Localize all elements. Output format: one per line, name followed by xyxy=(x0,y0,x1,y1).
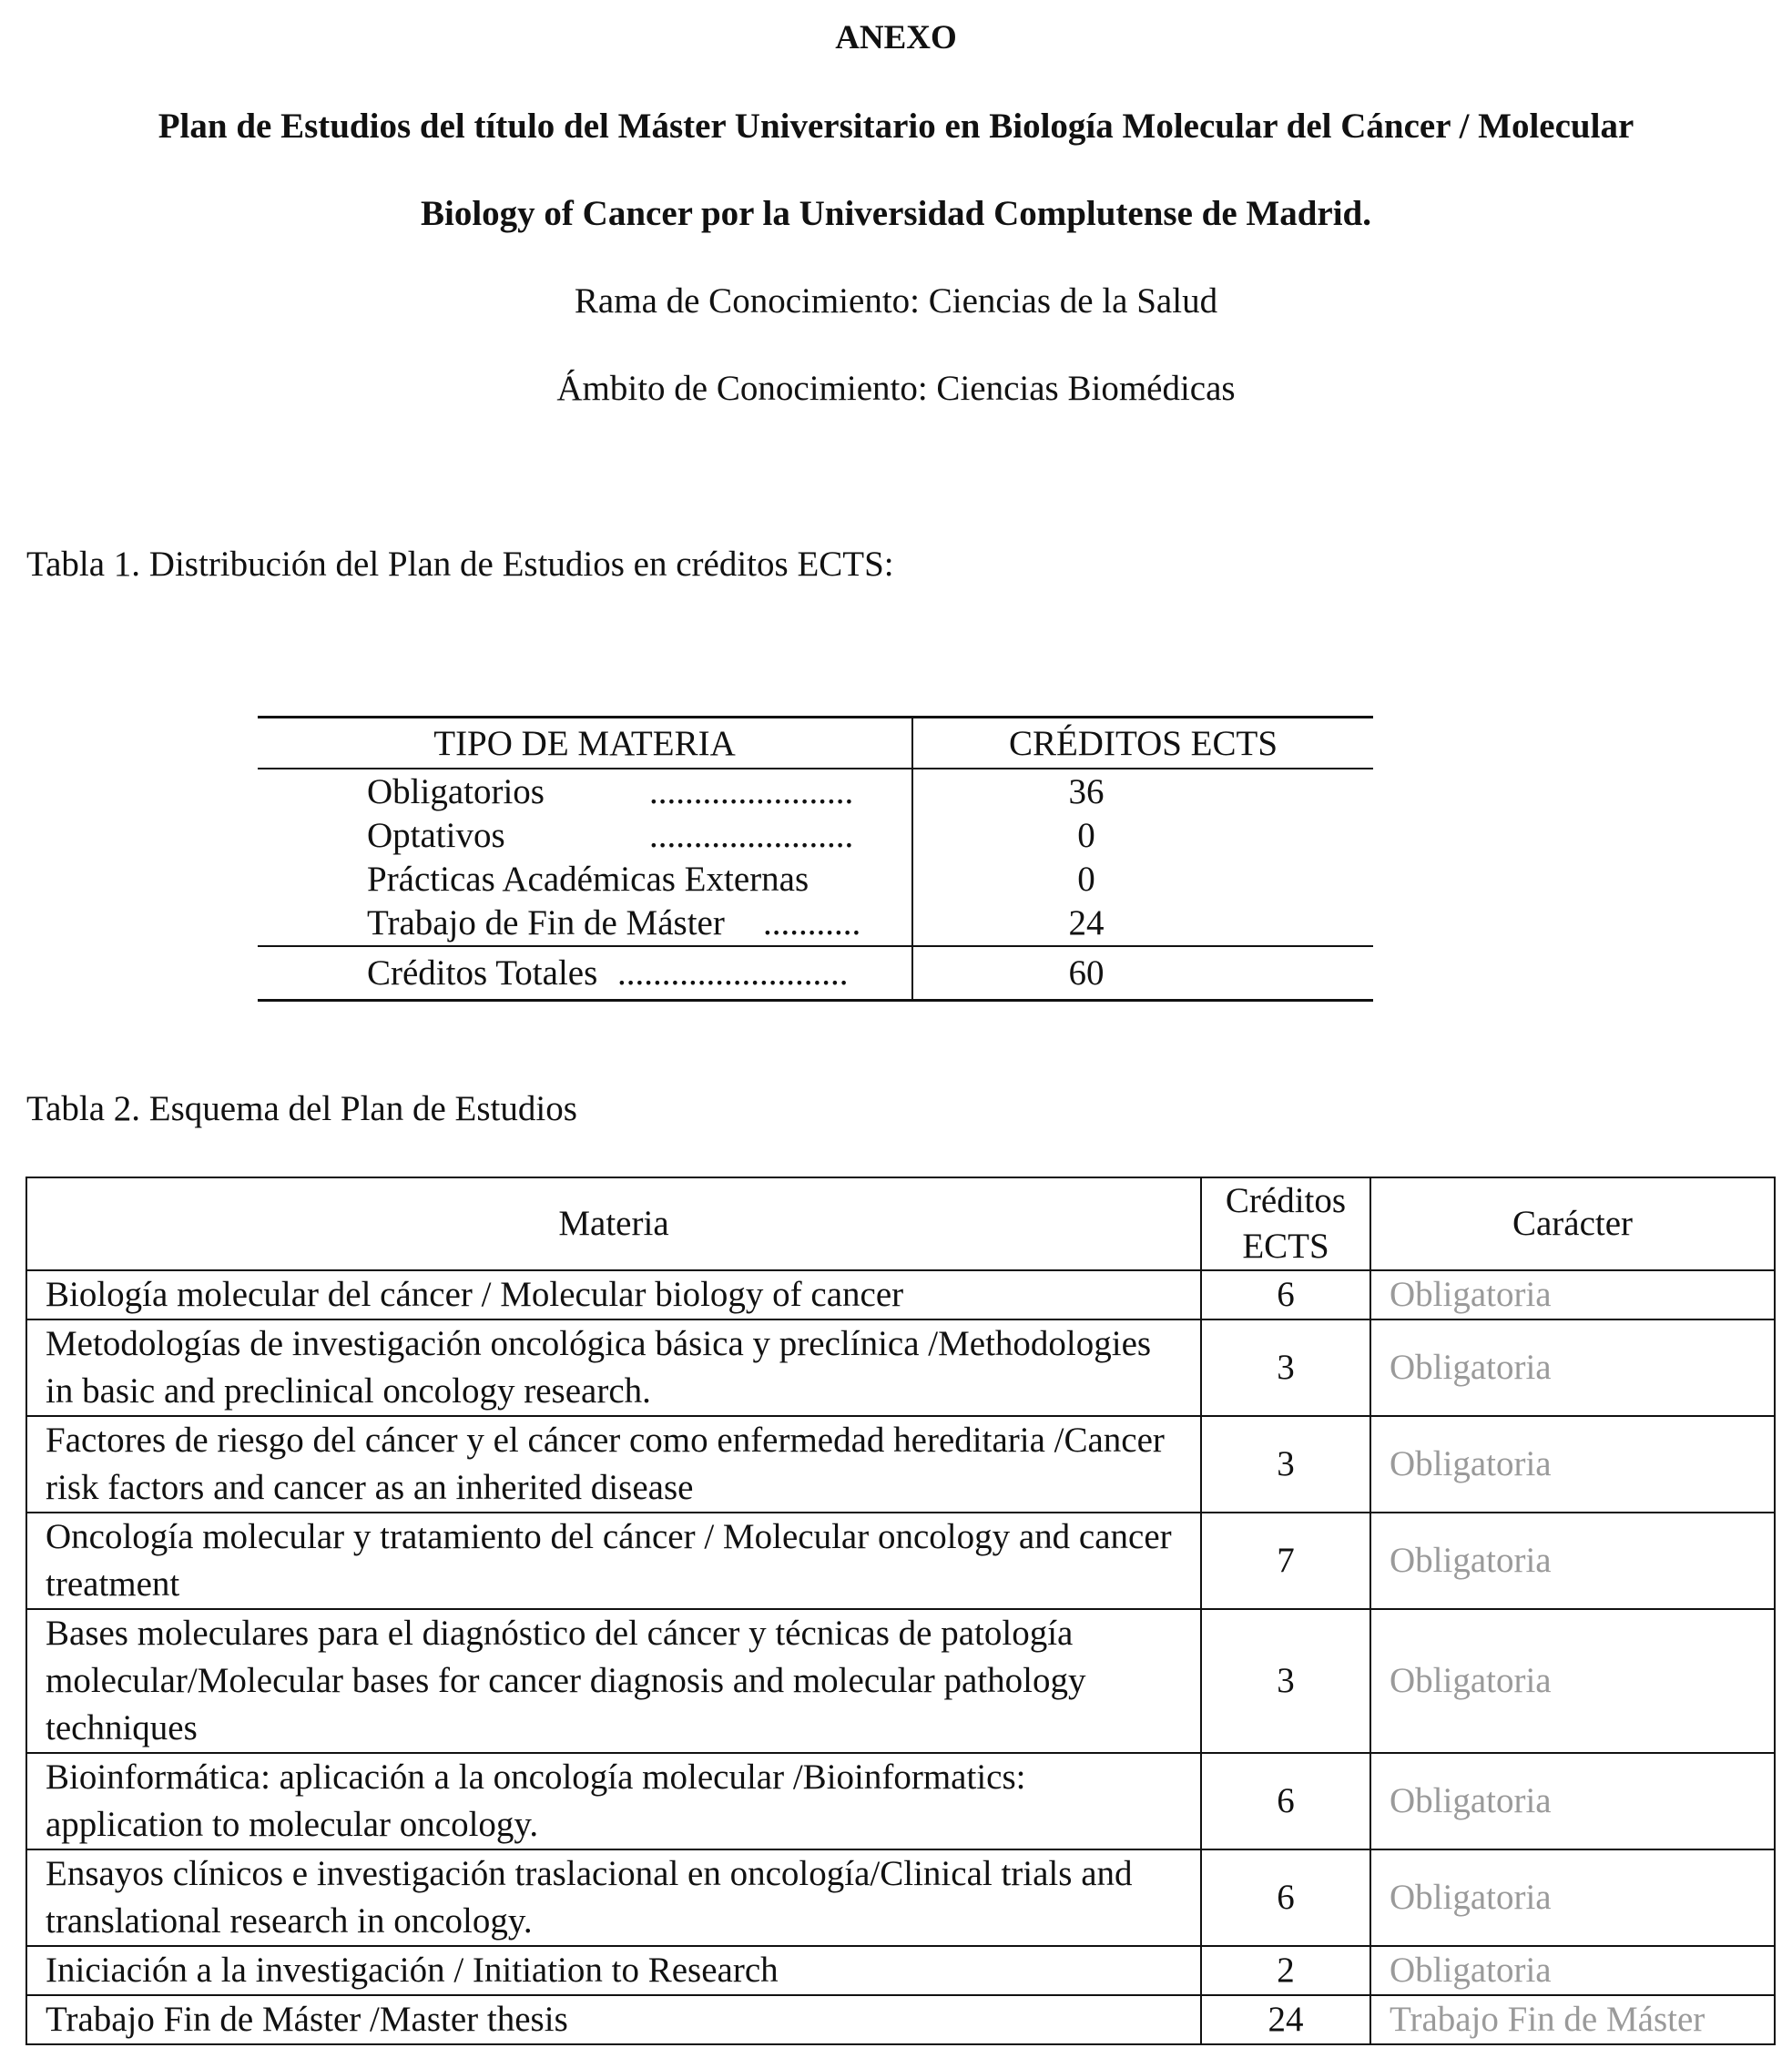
materia-cell: Biología molecular del cáncer / Molecular biology of cancer xyxy=(26,1270,1201,1319)
table1-caption: Tabla 1. Distribución del Plan de Estudios en créditos ECTS: xyxy=(26,545,894,584)
ambito-conocimiento: Ámbito de Conocimiento: Ciencias Biomédicas xyxy=(556,369,1236,408)
row-credits: 0 xyxy=(1077,860,1095,899)
materia-cell: Ensayos clínicos e investigación traslacional en oncología/Clinical trials and translational research in oncology. xyxy=(26,1849,1201,1946)
col-header-ects xyxy=(1201,1177,1370,1270)
table2-caption: Tabla 2. Esquema del Plan de Estudios xyxy=(26,1089,577,1128)
col-header-caracter: Carácter xyxy=(1370,1177,1775,1270)
caracter-cell: Trabajo Fin de Máster xyxy=(1370,1995,1775,2044)
ects-cell: 6 xyxy=(1201,1753,1370,1849)
materia-cell: Oncología molecular y tratamiento del cáncer / Molecular oncology and cancer treatment xyxy=(26,1513,1201,1609)
credits-distribution-table xyxy=(258,716,1373,1002)
ects-cell: 2 xyxy=(1201,1946,1370,1995)
col-header-ects-line2: ECTS xyxy=(1242,1227,1329,1266)
caracter-cell: Obligatoria xyxy=(1370,1319,1775,1416)
caracter-cell: Obligatoria xyxy=(1370,1416,1775,1513)
title-line-1: Plan de Estudios del título del Máster Universitario en Biología Molecular del Cáncer / Molecular xyxy=(158,107,1634,146)
row-credits: 0 xyxy=(1077,816,1095,855)
table-row xyxy=(26,1513,1775,1609)
col-header-credits: CRÉDITOS ECTS xyxy=(1008,724,1278,763)
table-rule xyxy=(258,768,1373,769)
caracter-cell: Obligatoria xyxy=(1370,1753,1775,1849)
table-row xyxy=(26,1319,1775,1416)
materia-cell: Metodologías de investigación oncológica básica y preclínica /Methodologies in basic and preclinical oncology research. xyxy=(26,1319,1201,1416)
table-row xyxy=(26,1849,1775,1946)
table-row xyxy=(26,1995,1775,2044)
ects-cell: 7 xyxy=(1201,1513,1370,1609)
study-plan-table xyxy=(25,1177,1776,2045)
materia-cell: Trabajo Fin de Máster /Master thesis xyxy=(26,1995,1201,2044)
ects-cell: 24 xyxy=(1201,1995,1370,2044)
row-type: Obligatorios xyxy=(367,772,545,811)
materia-cell: Bioinformática: aplicación a la oncología molecular /Bioinformatics: application to molecular oncology. xyxy=(26,1753,1201,1849)
table-row xyxy=(26,1416,1775,1513)
table-rule xyxy=(258,945,1373,947)
row-dots: ........... xyxy=(763,903,861,942)
row-type: Trabajo de Fin de Máster xyxy=(367,903,725,942)
table-row xyxy=(26,1609,1775,1753)
col-header-materia: Materia xyxy=(26,1177,1201,1270)
row-dots: ....................... xyxy=(649,772,854,811)
table-row xyxy=(26,1946,1775,1995)
materia-cell: Factores de riesgo del cáncer y el cáncer como enfermedad hereditaria /Cancer risk factors and cancer as an inherited disease xyxy=(26,1416,1201,1513)
table-row xyxy=(26,1753,1775,1849)
caracter-cell: Obligatoria xyxy=(1370,1946,1775,1995)
title-line-2: Biology of Cancer por la Universidad Complutense de Madrid. xyxy=(420,194,1371,233)
table-rule xyxy=(258,716,1373,718)
caracter-cell: Obligatoria xyxy=(1370,1849,1775,1946)
row-type: Prácticas Académicas Externas xyxy=(367,860,809,899)
total-credits: 60 xyxy=(1068,953,1105,993)
caracter-cell: Obligatoria xyxy=(1370,1513,1775,1609)
caracter-cell: Obligatoria xyxy=(1370,1270,1775,1319)
ects-cell: 6 xyxy=(1201,1270,1370,1319)
total-dots: .......................... xyxy=(617,953,849,993)
ects-cell: 3 xyxy=(1201,1609,1370,1753)
table-rule xyxy=(258,999,1373,1002)
row-dots: ....................... xyxy=(649,816,854,855)
col-header-ects-line1: Créditos xyxy=(1225,1181,1347,1220)
table-row xyxy=(26,1270,1775,1319)
row-type: Optativos xyxy=(367,816,505,855)
caracter-cell: Obligatoria xyxy=(1370,1609,1775,1753)
row-credits: 24 xyxy=(1068,903,1105,942)
materia-cell: Iniciación a la investigación / Initiation to Research xyxy=(26,1946,1201,1995)
rama-conocimiento: Rama de Conocimiento: Ciencias de la Salud xyxy=(574,281,1218,321)
row-credits: 36 xyxy=(1068,772,1105,811)
ects-cell: 3 xyxy=(1201,1319,1370,1416)
annex-heading: ANEXO xyxy=(835,19,957,56)
ects-cell: 6 xyxy=(1201,1849,1370,1946)
total-type: Créditos Totales xyxy=(367,953,598,993)
materia-cell: Bases moleculares para el diagnóstico del cáncer y técnicas de patología molecular/Molecular bases for cancer diagnosis and molecular pathology techniques xyxy=(26,1609,1201,1753)
ects-cell: 3 xyxy=(1201,1416,1370,1513)
col-header-type: TIPO DE MATERIA xyxy=(433,724,736,763)
